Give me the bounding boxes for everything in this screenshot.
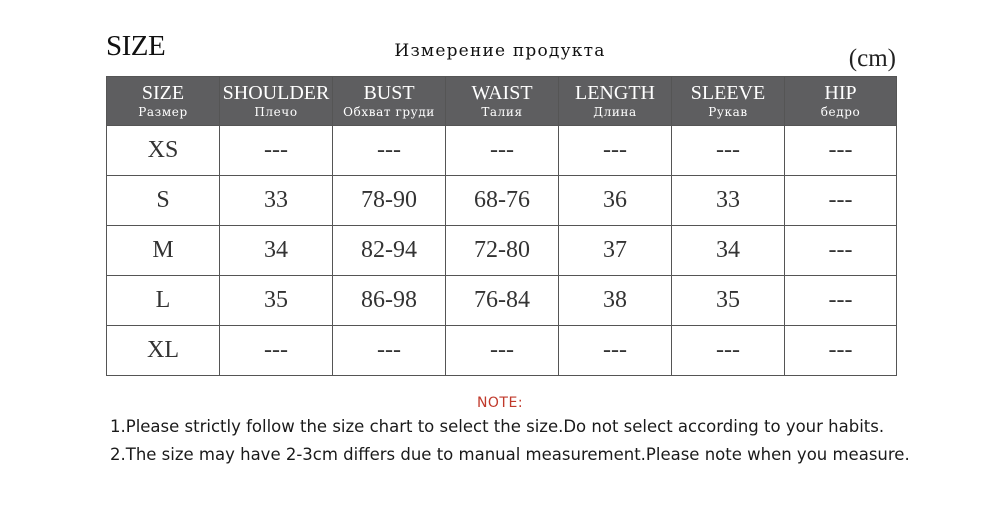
table-cell-sleeve: ---: [672, 326, 785, 376]
table-cell-waist: 76-84: [446, 276, 559, 326]
column-header-length: [559, 77, 672, 126]
table-cell-hip: ---: [785, 176, 897, 226]
note-line-1: 1.Please strictly follow the size chart to select the size.Do not select according to your habits.: [110, 417, 885, 436]
column-header-en: BUST: [363, 82, 415, 104]
unit-label: (cm): [848, 45, 896, 72]
column-header-shoulder: [220, 77, 333, 126]
note-line-2: 2.The size may have 2-3cm differs due to manual measurement.Please note when you measure.: [110, 445, 910, 464]
table-cell-length: 36: [559, 176, 672, 226]
table-cell-length: ---: [559, 326, 672, 376]
table-cell-sleeve: 34: [672, 226, 785, 276]
table-cell-length: 38: [559, 276, 672, 326]
table-cell-bust: ---: [333, 326, 446, 376]
column-header-ru: Рукав: [708, 105, 748, 119]
table-cell-size: XL: [107, 326, 220, 376]
column-header-en: SHOULDER: [222, 82, 330, 104]
table-cell-size: L: [107, 276, 220, 326]
table-row-xl: [107, 326, 897, 376]
note-title: NOTE:: [476, 395, 524, 411]
table-cell-sleeve: ---: [672, 126, 785, 176]
column-header-hip: [785, 77, 897, 126]
table-cell-waist: ---: [446, 126, 559, 176]
page-title: SIZE: [106, 30, 166, 62]
column-header-en: SIZE: [141, 82, 185, 104]
column-header-ru: Плечо: [254, 105, 298, 119]
table-cell-hip: ---: [785, 226, 897, 276]
table-cell-sleeve: 35: [672, 276, 785, 326]
table-cell-length: 37: [559, 226, 672, 276]
size-chart-table: [106, 76, 897, 376]
table-cell-size: S: [107, 176, 220, 226]
column-header-ru: бедро: [820, 105, 861, 119]
table-cell-bust: 86-98: [333, 276, 446, 326]
table-cell-length: ---: [559, 126, 672, 176]
table-cell-waist: 68-76: [446, 176, 559, 226]
column-header-en: SLEEVE: [690, 82, 766, 104]
table-row-s: [107, 176, 897, 226]
table-cell-shoulder: ---: [220, 326, 333, 376]
table-cell-bust: 82-94: [333, 226, 446, 276]
table-cell-shoulder: 35: [220, 276, 333, 326]
column-header-en: HIP: [824, 82, 857, 104]
table-cell-hip: ---: [785, 276, 897, 326]
column-header-bust: [333, 77, 446, 126]
table-cell-shoulder: 34: [220, 226, 333, 276]
column-header-size: [107, 77, 220, 126]
table-cell-waist: 72-80: [446, 226, 559, 276]
column-header-en: WAIST: [471, 82, 533, 104]
page-subtitle: Измерение продукта: [394, 41, 606, 61]
table-cell-shoulder: 33: [220, 176, 333, 226]
table-header-row: [107, 77, 897, 126]
table-cell-waist: ---: [446, 326, 559, 376]
table-cell-size: XS: [107, 126, 220, 176]
column-header-ru: Размер: [138, 105, 188, 119]
table-cell-size: M: [107, 226, 220, 276]
column-header-sleeve: [672, 77, 785, 126]
table-cell-shoulder: ---: [220, 126, 333, 176]
table-row-l: [107, 276, 897, 326]
table-cell-hip: ---: [785, 126, 897, 176]
column-header-ru: Обхват груди: [343, 105, 435, 119]
column-header-ru: Длина: [593, 105, 637, 119]
table-cell-sleeve: 33: [672, 176, 785, 226]
column-header-waist: [446, 77, 559, 126]
table-row-m: [107, 226, 897, 276]
table-cell-bust: 78-90: [333, 176, 446, 226]
table-row-xs: [107, 126, 897, 176]
column-header-ru: Талия: [481, 105, 523, 119]
column-header-en: LENGTH: [575, 82, 655, 104]
table-cell-hip: ---: [785, 326, 897, 376]
table-cell-bust: ---: [333, 126, 446, 176]
